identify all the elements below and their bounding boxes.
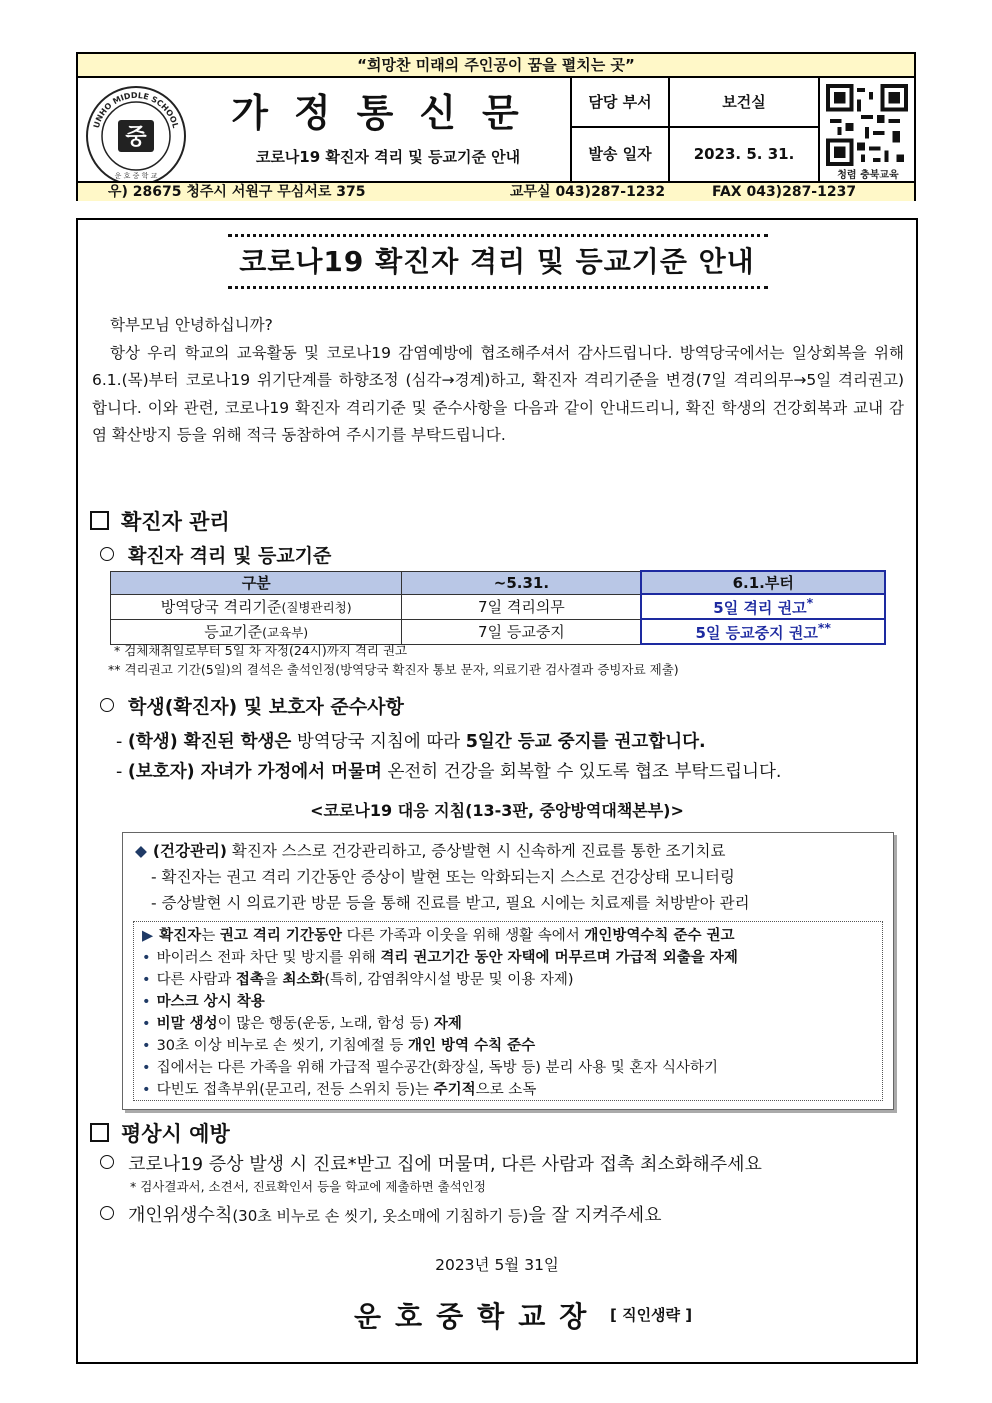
- criteria-table: [110, 570, 886, 645]
- letter-body: [76, 218, 918, 1364]
- section-patient-management: 확진자 관리: [90, 506, 230, 536]
- list-item: • 다른 사람과 접촉을 최소화(특히, 감염취약시설 방문 및 이용 자제): [142, 972, 574, 988]
- prevention-note: * 검사결과서, 소견서, 진료확인서 등을 학교에 제출하면 출석인정: [130, 1179, 486, 1194]
- guide-detail: - 증상발현 시 의료기관 방문 등을 통해 진료를 받고, 필요 시에는 치료제를 처방받아 관리: [151, 894, 750, 912]
- subsection-isolation-criteria: 확진자 격리 및 등교기준: [100, 541, 331, 568]
- date-value: 2023. 5. 31.: [670, 128, 820, 181]
- intro-text: [92, 312, 904, 450]
- letter-header: [76, 52, 916, 201]
- table-cell: 등교기준(교육부): [111, 619, 402, 644]
- dept-label: 담당 부서: [572, 76, 670, 128]
- square-bullet-icon: [90, 1123, 109, 1142]
- greeting: 학부모님 안녕하십니까?: [110, 316, 273, 334]
- date-label: 발송 일자: [572, 128, 670, 181]
- main-title: 코로나19 확진자 격리 및 등교기준 안내: [239, 245, 755, 278]
- rule-student: - (학생) 확진된 학생은 방역당국 지침에 따라 5일간 등교 중지를 권고합니다.: [116, 732, 706, 752]
- dot-bullet-icon: •: [142, 1016, 151, 1032]
- school-motto: “희망찬 미래의 주인공이 꿈을 펼치는 곳”: [78, 54, 914, 78]
- list-item: • 비말 생성이 많은 행동(운동, 노래, 함성 등) 자제: [142, 1016, 462, 1032]
- table-header: ~5.31.: [402, 571, 642, 594]
- footnote-2: ** 격리권고 기간(5일)의 결석은 출석인정(방역당국 확진자 통보 문자, 의료기관 검사결과 증빙자료 제출): [108, 662, 679, 677]
- list-item: • 다빈도 접촉부위(문고리, 전등 스위치 등)는 주기적으로 소독: [142, 1082, 537, 1098]
- address-bar: [78, 181, 914, 201]
- title-bottom-rule: [228, 286, 768, 289]
- dot-bullet-icon: •: [142, 1060, 151, 1076]
- svg-text:중: 중: [125, 125, 147, 150]
- list-item: • 마스크 상시 착용: [142, 994, 265, 1010]
- circle-bullet-icon: [100, 1206, 114, 1220]
- school-logo: [84, 84, 188, 188]
- qr-caption: 청렴 충북교육: [837, 170, 899, 181]
- list-item: • 바이러스 전파 차단 및 방지를 위해 격리 권고기간 동안 자택에 머무르며 가급적 외출을 자제: [142, 950, 738, 966]
- table-cell: 7일 격리의무: [402, 594, 642, 619]
- table-row: [111, 594, 886, 619]
- table-header: 구분: [111, 571, 402, 594]
- address: 우) 28675 청주시 서원구 무심서로 375: [108, 184, 366, 200]
- dept-value: 보건실: [670, 76, 820, 128]
- table-header-row: [111, 571, 886, 594]
- section-prevention: 평상시 예방: [90, 1118, 230, 1148]
- prevention-item-1: 코로나19 증상 발생 시 진료*받고 집에 머물며, 다른 사람과 접촉 최소화해주세요: [100, 1150, 762, 1176]
- intro-paragraph: 항상 우리 학교의 교육활동 및 코로나19 감염예방에 협조해주셔서 감사드립니다. 방역당국에서는 일상회복을 위해 6.1.(목)부터 코로나19 위기단계를 하향조정 (심각→경계)하고, 확진자 격리기준을 변경(7일 격리의무→5일 격리권고) 합니다. 이와 관련, 코로나19 확진자 격리기준 및 준수사항을 다음과 같이 안내드리니, 확진 학생의 건강회복과 교내 감염 확산방지 등을 위해 적극 동참하여 주시기를 부탁드립니다.: [92, 343, 904, 444]
- dot-bullet-icon: •: [142, 1082, 151, 1098]
- rule-guardian: - (보호자) 자녀가 가정에서 머물며 온전히 건강을 회복할 수 있도록 협조 부탁드립니다.: [116, 762, 782, 782]
- guideline-box: [122, 832, 894, 1110]
- table-cell: 방역당국 격리기준(질병관리청): [111, 594, 402, 619]
- triangle-bullet-icon: ▶: [142, 928, 154, 944]
- table-cell: 7일 등교중지: [402, 619, 642, 644]
- fax-number: FAX 043)287-1237: [712, 184, 857, 200]
- guide-detail: - 확진자는 권고 격리 기간동안 증상이 발현 또는 악화되는지 스스로 건강상태 모니터링: [151, 868, 735, 886]
- dot-bullet-icon: •: [142, 1038, 151, 1054]
- qr-code-icon[interactable]: [826, 84, 908, 166]
- prevention-item-2: 개인위생수칙(30초 비누로 손 씻기, 옷소매에 기침하기 등)을 잘 지켜주세요: [100, 1201, 662, 1227]
- subsection-compliance: 학생(확진자) 및 보호자 준수사항: [100, 692, 404, 719]
- dot-bullet-icon: •: [142, 972, 151, 988]
- newsletter-subtitle: 코로나19 확진자 격리 및 등교기준 안내: [255, 148, 521, 166]
- list-item: • 집에서는 다른 가족을 위해 가급적 필수공간(화장실, 독방 등) 분리 사용 및 혼자 식사하기: [142, 1060, 719, 1076]
- svg-text:운 호 중 학 교: 운 호 중 학 교: [114, 172, 158, 180]
- seal-omitted: [ 직인생략 ]: [610, 1306, 693, 1324]
- title-top-rule: [228, 234, 768, 237]
- circle-bullet-icon: [100, 547, 114, 561]
- circle-bullet-icon: [100, 1155, 114, 1169]
- dot-bullet-icon: •: [142, 950, 151, 966]
- list-item: • 30초 이상 비누로 손 씻기, 기침예절 등 개인 방역 수칙 준수: [142, 1038, 536, 1054]
- dot-bullet-icon: •: [142, 994, 151, 1010]
- guide-health: ◆ (건강관리) 확진자 스스로 건강관리하고, 증상발현 시 신속하게 진료를 통한 조기치료: [135, 842, 726, 860]
- guide-heading: <코로나19 대응 지침(13-3판, 중앙방역대책본부)>: [310, 801, 684, 820]
- principal-signature: 운호중학교장: [354, 1300, 601, 1333]
- svg-text:UNHO MIDDLE SCHOOL: UNHO MIDDLE SCHOOL: [91, 90, 181, 130]
- list-item: ▶ 확진자는 권고 격리 기간동안 다른 가족과 이웃을 위해 생활 속에서 개인방역수칙 준수 권고: [142, 928, 735, 944]
- guide-inner-box: [133, 921, 883, 1101]
- table-cell-highlight: 5일 등교중지 권고**: [641, 619, 885, 644]
- diamond-bullet-icon: ◆: [135, 842, 147, 860]
- table-cell-highlight: 5일 격리 권고*: [641, 594, 885, 619]
- circle-bullet-icon: [100, 698, 114, 712]
- square-bullet-icon: [90, 511, 109, 530]
- footnote-1: * 검체채취일로부터 5일 차 자정(24시)까지 격리 권고: [114, 643, 408, 658]
- issue-date: 2023년 5월 31일: [435, 1256, 559, 1274]
- newsletter-title: 가정통신문: [231, 90, 545, 135]
- office-phone: 교무실 043)287-1232: [510, 184, 666, 200]
- table-header: 6.1.부터: [641, 571, 885, 594]
- meta-table: [570, 76, 820, 181]
